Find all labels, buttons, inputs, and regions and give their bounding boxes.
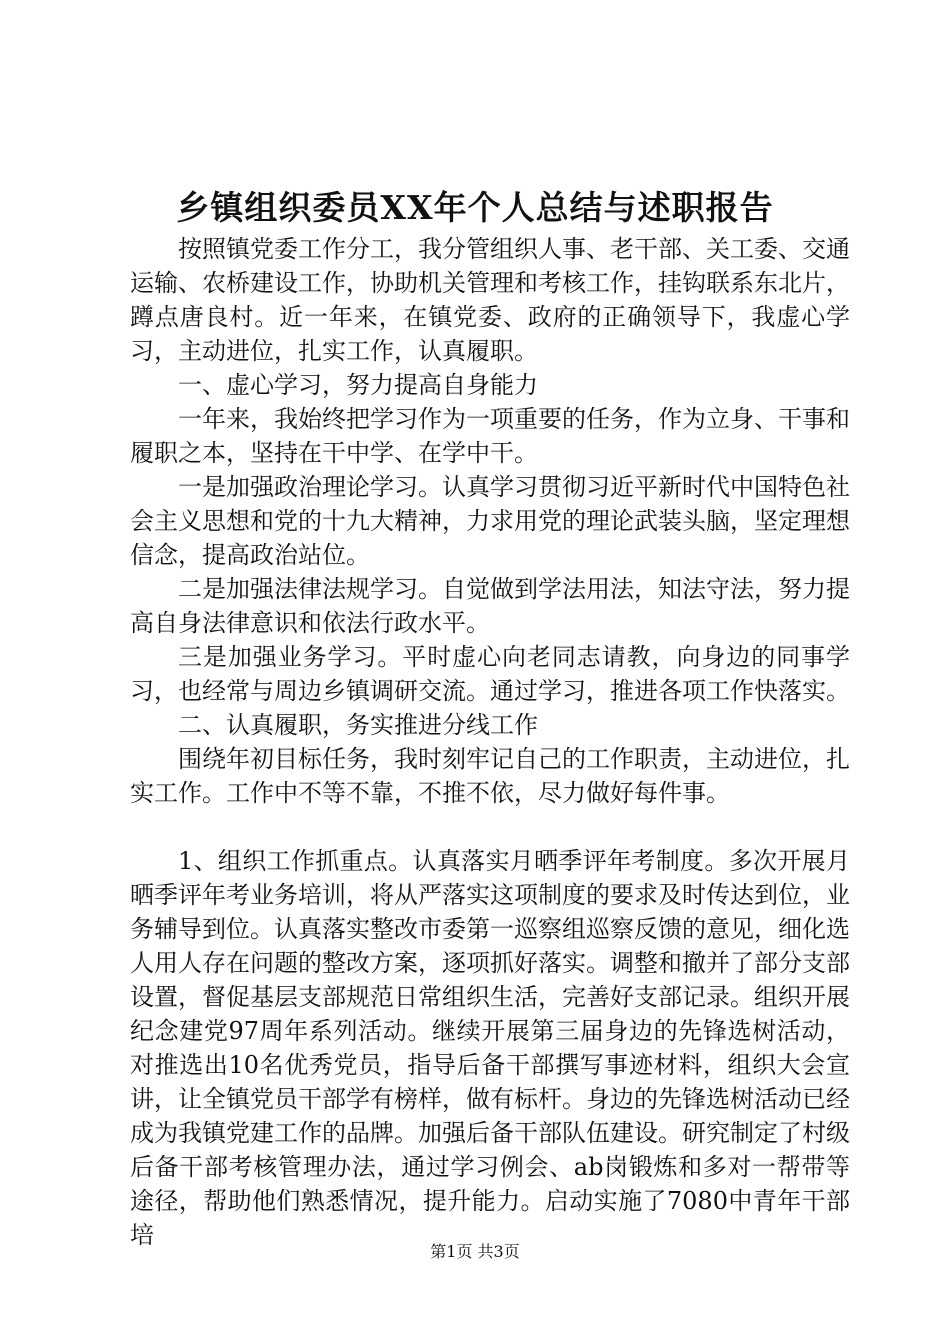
document-body bbox=[130, 232, 850, 1252]
section-heading-1: 一、虚心学习，努力提高自身能力 bbox=[178, 371, 538, 399]
paragraph: 一是加强政治理论学习。认真学习贯彻习近平新时代中国特色社会主义思想和党的十九大精神，力求用党的理论武装头脑，坚定理想信念，提高政治站位。 bbox=[130, 473, 850, 569]
paragraph: 一年来，我始终把学习作为一项重要的任务，作为立身、干事和履职之本，坚持在干中学、在学中干。 bbox=[130, 405, 850, 467]
paragraph: 1、组织工作抓重点。认真落实月晒季评年考制度。多次开展月晒季评年考业务培训，将从严落实这项制度的要求及时传达到位，业务辅导到位。认真落实整改市委第一巡察组巡察反馈的意见，细化选人用人存在问题的整改方案，逐项抓好落实。调整和撤并了部分支部设置，督促基层支部规范日常组织生活，完善好支部记录。组织开展纪念建党97周年系列活动。继续开展第三届身边的先锋选树活动，对推选出10名优秀党员，指导后备干部撰写事迹材料，组织大会宣讲，让全镇党员干部学有榜样，做有标杆。身边的先锋选树活动已经成为我镇党建工作的品牌。加强后备干部队伍建设。研究制定了村级后备干部考核管理办法，通过学习例会、ab岗锻炼和多对一帮带等途径，帮助他们熟悉情况，提升能力。启动实施了7080中青年干部培 bbox=[130, 847, 850, 1249]
paragraph-intro: 按照镇党委工作分工，我分管组织人事、老干部、关工委、交通运输、农桥建设工作，协助机关管理和考核工作，挂钩联系东北片，蹲点唐良村。近一年来，在镇党委、政府的正确领导下，我虚心学习，主动进位，扎实工作，认真履职。 bbox=[130, 235, 850, 365]
page-number-footer: 第1页 共3页 bbox=[430, 1242, 520, 1261]
paragraph: 围绕年初目标任务，我时刻牢记自己的工作职责，主动进位，扎实工作。工作中不等不靠，不推不依，尽力做好每件事。 bbox=[130, 745, 850, 807]
document-title: 乡镇组织委员XX年个人总结与述职报告 bbox=[176, 188, 774, 227]
paragraph: 三是加强业务学习。平时虚心向老同志请教，向身边的同事学习，也经常与周边乡镇调研交流。通过学习，推进各项工作快落实。 bbox=[130, 643, 850, 705]
section-heading-2: 二、认真履职，务实推进分线工作 bbox=[178, 711, 538, 739]
paragraph: 二是加强法律法规学习。自觉做到学法用法，知法守法，努力提高自身法律意识和依法行政水平。 bbox=[130, 575, 850, 637]
